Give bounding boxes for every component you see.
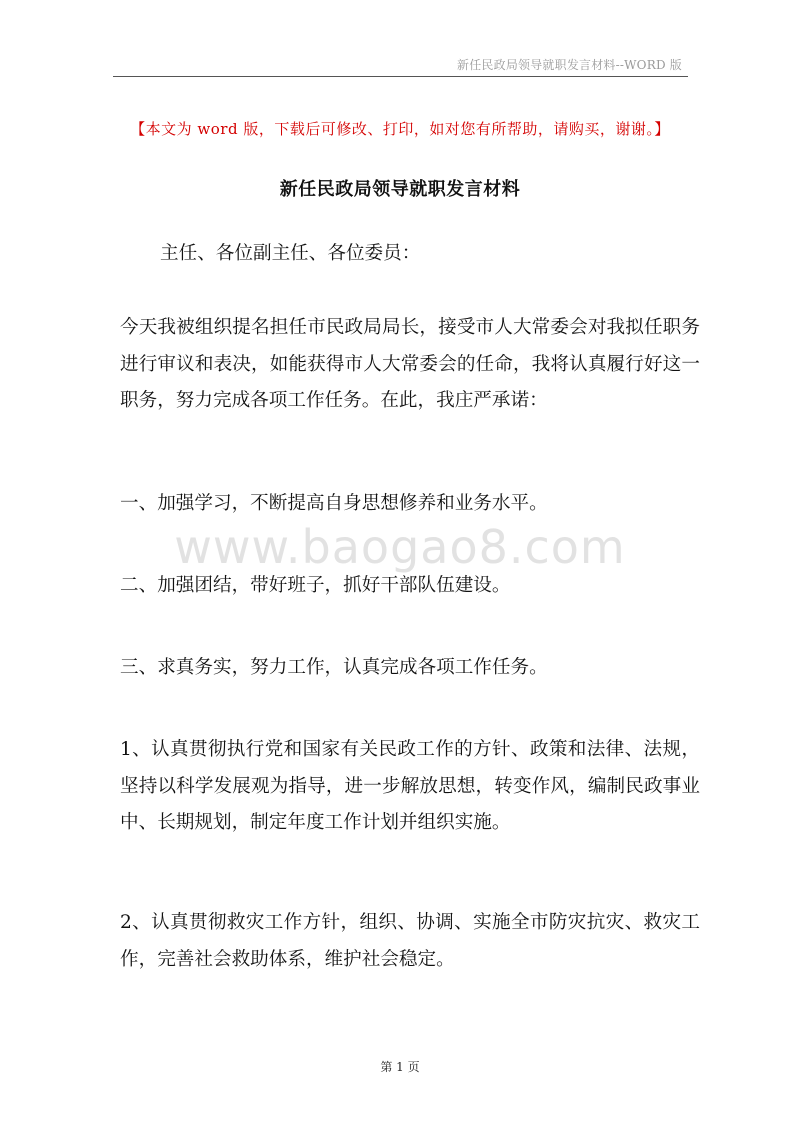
paragraph-pledge-2: 二、加强团结，带好班子，抓好干部队伍建设。 xyxy=(120,575,511,596)
paragraph-pledge-1: 一、加强学习，不断提高自身思想修养和业务水平。 xyxy=(120,493,548,514)
running-header: 新任民政局领导就职发言材料--WORD 版 xyxy=(457,58,682,72)
paragraph-item-1: 1、认真贯彻执行党和国家有关民政工作的方针、政策和法律、法规，坚持以科学发展观为指导，进一步解放思想，转变作风，编制民政事业中、长期规划，制定年度工作计划并组织实施。 xyxy=(120,739,700,833)
paragraph-intro: 今天我被组织提名担任市民政局局长，接受市人大常委会对我拟任职务进行审议和表决，如能获得市人大常委会的任命，我将认真履行好这一职务，努力完成各项工作任务。在此，我庄严承诺： xyxy=(120,317,700,411)
paragraph-pledge-3: 三、求真务实，努力工作，认真完成各项工作任务。 xyxy=(120,657,548,678)
download-notice: 【本文为 word 版，下载后可修改、打印，如对您有所帮助，请购买，谢谢。】 xyxy=(130,120,670,138)
watermark: www.baogao8.com xyxy=(174,520,626,574)
header-divider xyxy=(113,76,688,77)
page-number: 第 1 页 xyxy=(380,1060,420,1074)
salutation: 主任、各位副主任、各位委员： xyxy=(160,243,421,264)
paragraph-item-2: 2、认真贯彻救灾工作方针，组织、协调、实施全市防灾抗灾、救灾工作，完善社会救助体系，维护社会稳定。 xyxy=(120,912,700,970)
document-title: 新任民政局领导就职发言材料 xyxy=(279,179,521,200)
